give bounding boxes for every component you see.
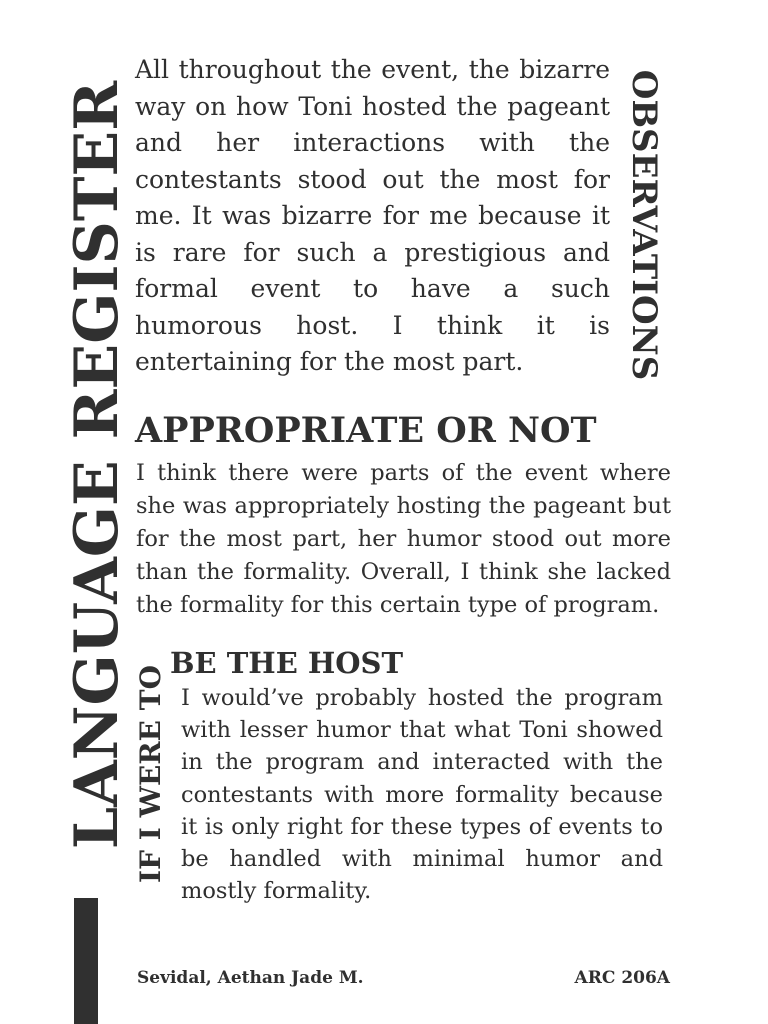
observations-paragraph: All throughout the event, the bizarre way on how Toni hosted the pageant and her interactions with the contestants stood out the most for me. It was bizarre for me because it is rare for such a prestigious and formal event to have a such humorous host. I think it is entertaining for the most part. (135, 55, 610, 376)
side-title-language-register: LANGUAGE REGISTER (62, 80, 132, 850)
observations-title: OBSERVATIONS (624, 69, 664, 381)
author-name: Sevidal, Aethan Jade M. (137, 968, 364, 988)
course-code: ARC 206A (574, 968, 670, 988)
be-the-host-heading: BE THE HOST (170, 646, 404, 680)
appropriate-paragraph: I think there were parts of the event where she was appropriately hosting the pageant but for the most part, her humor stood out more than the formality. Overall, I think she lacked the formality for this certain type of program. (136, 460, 671, 618)
appropriate-or-not-heading: APPROPRIATE OR NOT (135, 410, 597, 451)
accent-bar (74, 898, 98, 1024)
if-i-were-to-title: IF I WERE TO (134, 665, 167, 883)
host-paragraph: I would’ve probably hosted the program with lesser humor that what Toni showed in the program and interacted with the contestants with more formality because it is only right for these types of events to be handled with minimal humor and mostly formality. (181, 685, 663, 905)
